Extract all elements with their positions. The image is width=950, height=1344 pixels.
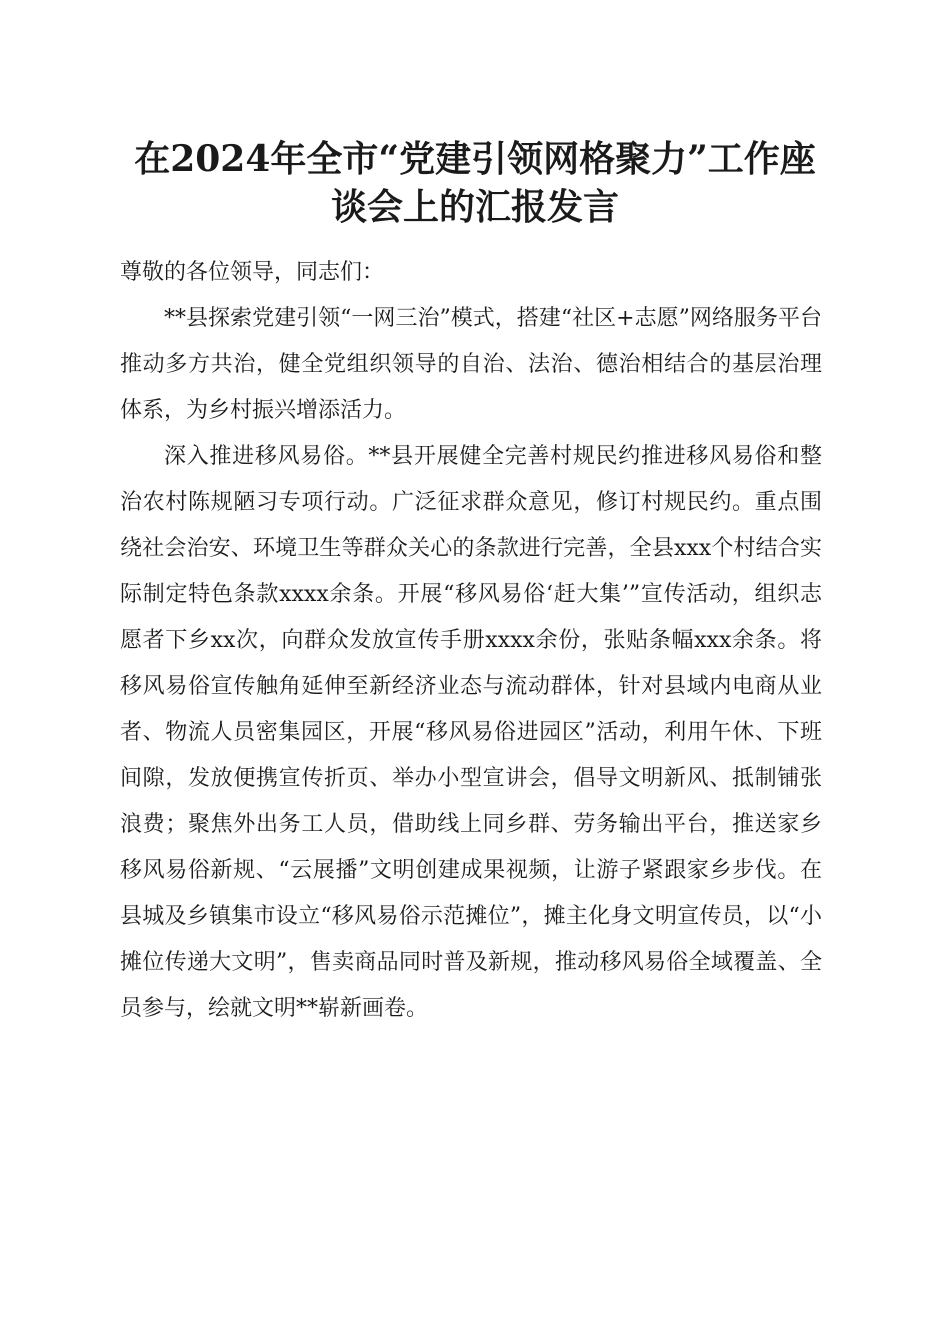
title-line-2: 谈会上的汇报发言 bbox=[330, 186, 619, 228]
salutation: 尊敬的各位领导，同志们： bbox=[120, 260, 385, 285]
paragraph-intro: **县探索党建引领“一网三治”模式，搭建“社区+志愿”网络服务平台推动多方共治，健全党组织领导的自治、法治、德治相结合的基层治理体系，为乡村振兴增添活力。 bbox=[120, 306, 822, 423]
document-title bbox=[110, 135, 840, 231]
paragraph-customs-reform: 深入推进移风易俗。**县开展健全完善村规民约推进移风易俗和整治农村陈规陋习专项行动。广泛征求群众意见，修订村规民约。重点围绕社会治安、环境卫生等群众关心的条款进行完善，全县xxx个村结合实际制定特色条款xxxx余条。开展“移风易俗‘赶大集’”宣传活动，组织志愿者下乡xx次，向群众发放宣传手册xxxx余份，张贴条幅xxx余条。将移风易俗宣传触角延伸至新经济业态与流动群体，针对县域内电商从业者、物流人员密集园区，开展“移风易俗进园区”活动，利用午休、下班间隙，发放便携宣传折页、举办小型宣讲会，倡导文明新风、抵制铺张浪费；聚焦外出务工人员，借助线上同乡群、劳务输出平台，推送家乡移风易俗新规、“云展播”文明创建成果视频，让游子紧跟家乡步伐。在县城及乡镇集市设立“移风易俗示范摊位”，摊主化身文明宣传员，以“小摊位传递大文明”，售卖商品同时普及新规，推动移风易俗全域覆盖、全员参与，绘就文明**崭新画卷。 bbox=[120, 444, 822, 1021]
document-body bbox=[120, 250, 822, 1032]
title-line-1: 在2024年全市“党建引领网格聚力”工作座 bbox=[134, 138, 816, 180]
